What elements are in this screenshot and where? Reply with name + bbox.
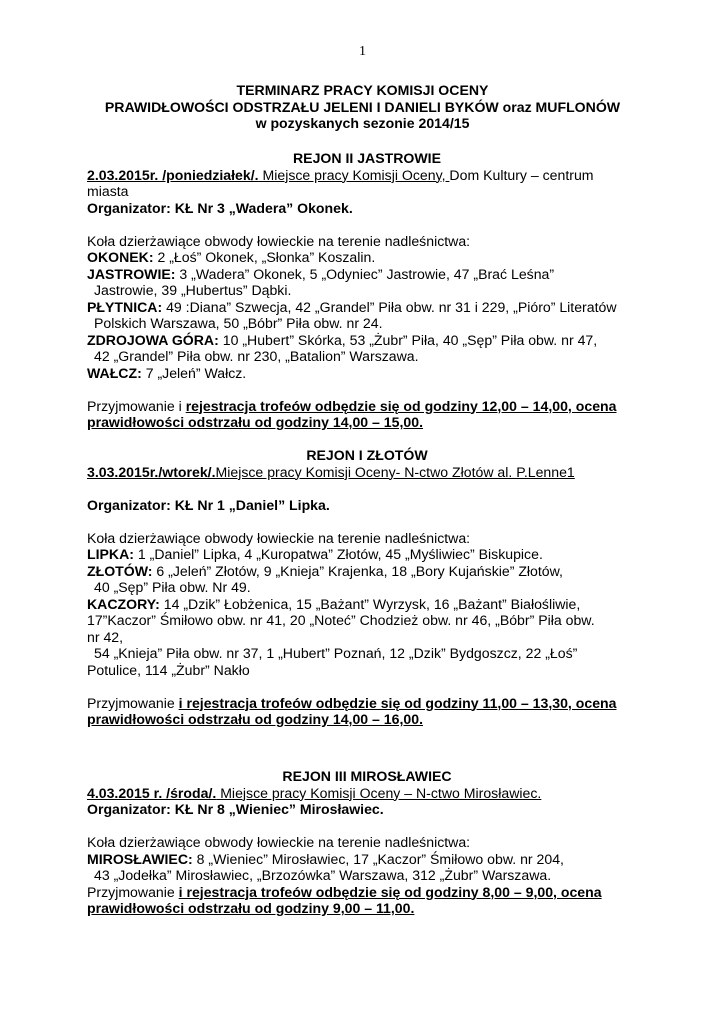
section-2-club-kaczory: KACZORY: 14 „Dzik” Łobżenica, 15 „Bażant” Wyrzysk, 16 „Bażant” Białośliwie,	[87, 595, 581, 612]
section-2-heading: REJON I ZŁOTÓW	[306, 447, 428, 463]
section-2-club-kaczory-cont: 17”Kaczor” Śmiłowo obw. nr 41, 20 „Noteć” Chodzież obw. nr 46, „Bóbr” Piła obw.	[87, 612, 595, 628]
section-3-club-miroslawiec: MIROSŁAWIEC: 8 „Wieniec” Mirosławiec, 17 „Kaczor” Śmiłowo obw. nr 204,	[87, 850, 564, 867]
section-2-club-lipka: LIPKA: 1 „Daniel” Lipka, 4 „Kuropatwa” Złotów, 45 „Myśliwiec” Biskupice.	[87, 546, 543, 562]
section-1-club-plytnica-cont: Polskich Warszawa, 50 „Bóbr” Piła obw. nr 24.	[94, 315, 383, 331]
section-1-place: Miejsce pracy Komisji Oceny,	[258, 166, 450, 183]
section-1-date-line	[87, 167, 647, 184]
section-1-place-c: miasta	[87, 183, 129, 199]
section-1-club-plytnica: PŁYTNICA: 49 :Diana” Szwecja, 42 „Grandel” Piła obw. nr 31 i 229, „Pióro” Literatów	[87, 298, 617, 315]
section-1-evaluation: prawidłowości odstrzału od godziny 14,00 – 15,00.	[87, 414, 423, 430]
section-2-club-kaczory-cont-4: Potulice, 114 „Żubr” Nakło	[87, 661, 250, 678]
section-2-evaluation: prawidłowości odstrzału od godziny 14,00 – 16,00.	[87, 711, 423, 727]
section-3-intro: Koła dzierżawiące obwody łowieckie na terenie nadleśnictwa:	[87, 834, 471, 850]
section-1-club-okonek: OKONEK: 2 „Łoś” Okonek, „Słonka” Koszalin.	[87, 249, 376, 265]
document-title	[0, 82, 725, 132]
section-2-intro: Koła dzierżawiące obwody łowieckie na terenie nadleśnictwa:	[87, 529, 471, 546]
section-1-date: 2.03.2015r. /poniedziałek/.	[87, 166, 259, 183]
section-3-registration: Przyjmowanie i rejestracja trofeów odbędzie się od godziny 8,00 – 9,00, ocena	[87, 883, 602, 900]
section-3-club-miroslawiec-cont: 43 „Jodełka” Mirosławiec, „Brzozówka” Warszawa, 312 „Żubr” Warszawa.	[94, 867, 552, 883]
section-3-organizer: Organizator: KŁ Nr 8 „Wieniec” Mirosławiec.	[87, 801, 384, 817]
section-1-club-zdrojowa-cont: 42 „Grandel” Piła obw. nr 230, „Batalion” Warszawa.	[94, 348, 419, 364]
document-body	[87, 150, 647, 917]
title-line-2: PRAWIDŁOWOŚCI ODSTRZAŁU JELENI I DANIELI BYKÓW oraz MUFLONÓW	[104, 98, 621, 115]
section-3-date: 4.03.2015 r. /środa/.	[87, 784, 217, 801]
section-1-club-jastrowie-cont: Jastrowie, 39 „Hubertus” Dąbki.	[94, 282, 292, 298]
section-1-club-walcz: WAŁCZ: 7 „Jeleń” Wałcz.	[87, 364, 247, 381]
section-3-place: Miejsce pracy Komisji Oceny – N-ctwo Mirosławiec.	[216, 784, 542, 801]
section-2-club-zlotow-cont: 40 „Sęp” Piła obw. Nr 49.	[94, 579, 251, 595]
section-2-club-zlotow: ZŁOTÓW: 6 „Jeleń” Złotów, 9 „Knieja” Krajenka, 18 „Bory Kujańskie” Złotów,	[87, 562, 563, 579]
section-3-date-line	[87, 785, 647, 802]
section-3-heading: REJON III MIROSŁAWIEC	[282, 768, 452, 784]
section-2-place: Miejsce pracy Komisji Oceny- N-ctwo Złotów al. P.Lenne1	[215, 463, 575, 480]
section-1-organizer: Organizator: KŁ Nr 3 „Wadera” Okonek.	[87, 199, 353, 216]
section-2-registration: Przyjmowanie i rejestracja trofeów odbędzie się od godziny 11,00 – 13,30, ocena	[87, 694, 617, 711]
section-1-intro: Koła dzierżawiące obwody łowieckie na terenie nadleśnictwa:	[87, 232, 471, 249]
section-1-club-jastrowie: JASTROWIE: 3 „Wadera” Okonek, 5 „Odyniec” Jastrowie, 47 „Brać Leśna”	[87, 265, 555, 282]
page-number: 1	[359, 44, 366, 59]
section-2-club-kaczory-cont-2: nr 42,	[87, 628, 124, 645]
section-2-date-line	[87, 464, 647, 481]
title-line-1: TERMINARZ PRACY KOMISJI OCENY	[236, 82, 489, 98]
section-1-registration: Przyjmowanie i rejestracja trofeów odbędzie się od godziny 12,00 – 14,00, ocena	[87, 397, 617, 414]
title-line-3: w pozyskanych sezonie 2014/15	[255, 115, 470, 131]
section-2-date: 3.03.2015r./wtorek/.	[87, 463, 216, 480]
section-1-club-zdrojowa: ZDROJOWA GÓRA: 10 „Hubert” Skórka, 53 „Żubr” Piła, 40 „Sęp” Piła obw. nr 47,	[87, 331, 598, 348]
section-1-heading: REJON II JASTROWIE	[292, 150, 441, 166]
section-2-club-kaczory-cont-3: 54 „Knieja” Piła obw. nr 37, 1 „Hubert” Poznań, 12 „Dzik” Bydgoszcz, 22 „Łoś”	[94, 645, 578, 661]
section-3-evaluation: prawidłowości odstrzału od godziny 9,00 – 11,00.	[87, 900, 415, 916]
section-2-organizer: Organizator: KŁ Nr 1 „Daniel” Lipka.	[87, 496, 330, 513]
section-1-place-b: Dom Kultury – centrum	[449, 166, 594, 183]
